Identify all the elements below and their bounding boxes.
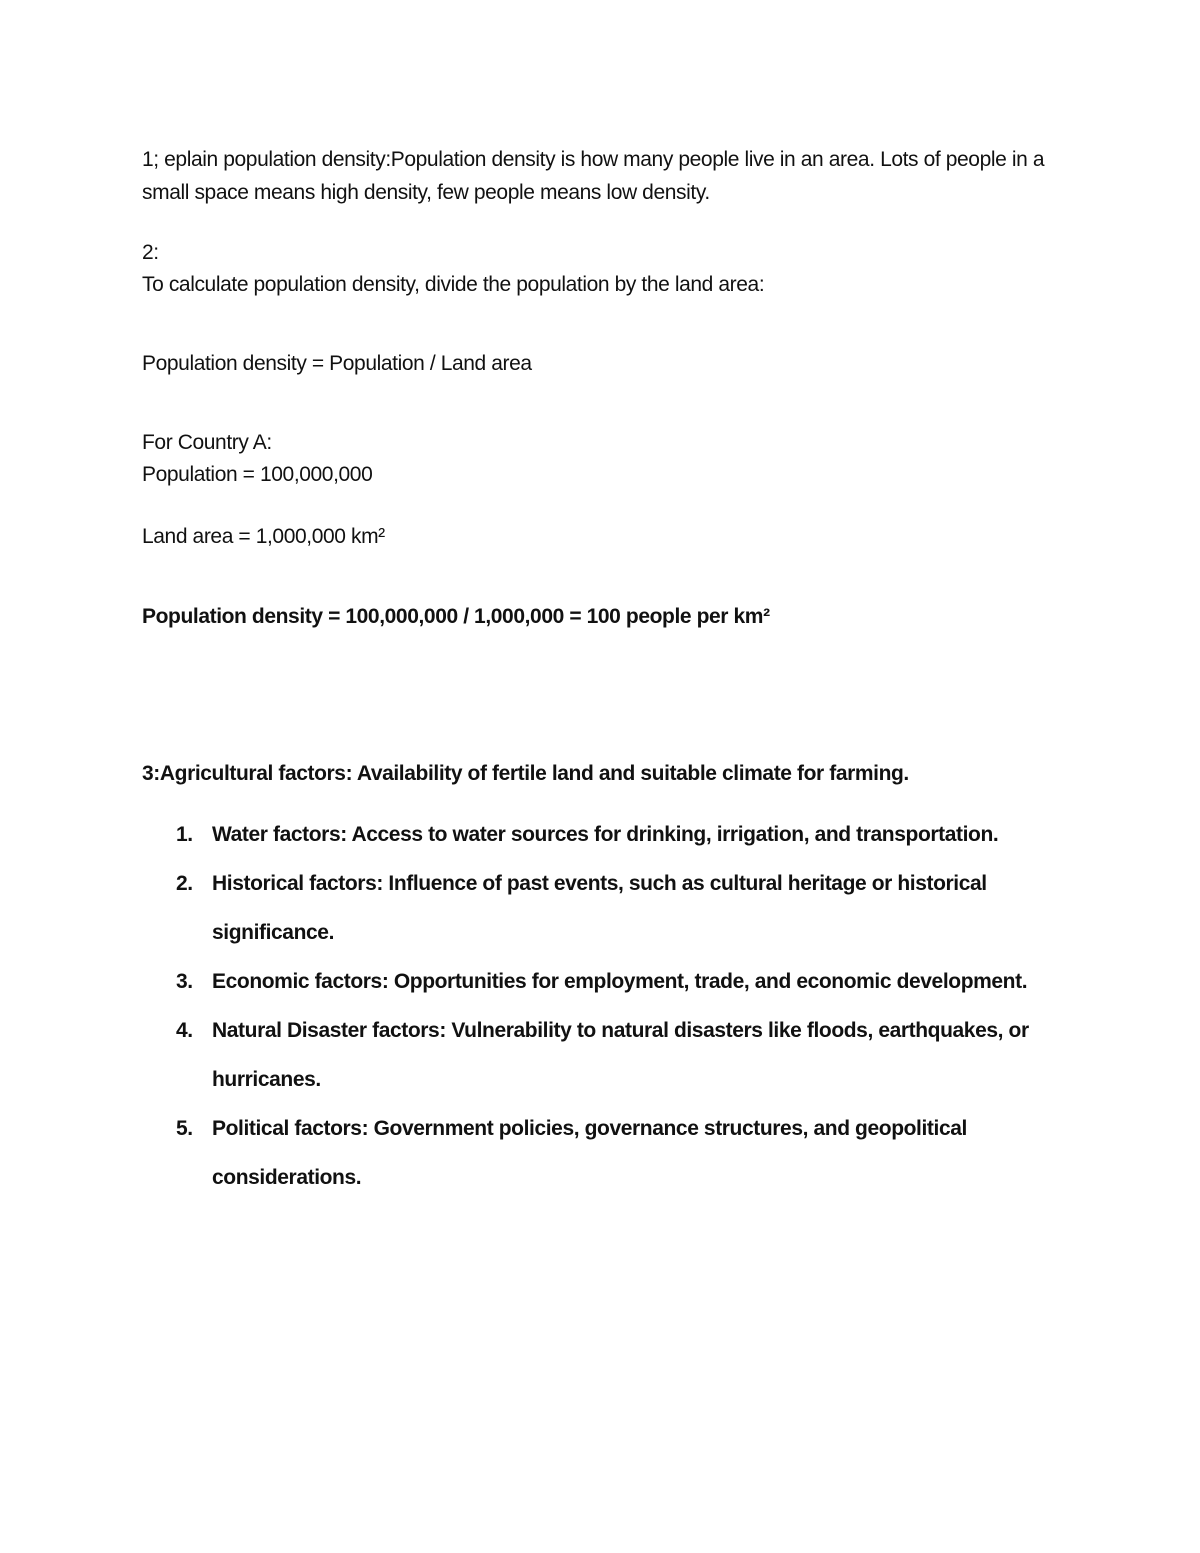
answer-2-label: 2: [142, 241, 159, 264]
list-item-text: Water factors: Access to water sources for drinking, irrigation, and transportation. [212, 823, 999, 846]
population-line: Population = 100,000,000 [142, 463, 373, 486]
answer-2-intro: To calculate population density, divide the population by the land area: [142, 273, 765, 296]
list-item-number: 1. [176, 823, 193, 846]
answer-1-paragraph: 1; eplain population density:Population density is how many people live in an area. Lots of people in a small space means high density, few people means low density. [142, 148, 1045, 204]
list-item-text: Political factors: Government policies, governance structures, and geopolitical considerations. [212, 1117, 967, 1189]
list-item [142, 1006, 1062, 1104]
formula-line: Population density = Population / Land area [142, 352, 532, 375]
factors-list [142, 810, 1062, 1202]
list-item [142, 1104, 1062, 1202]
country-heading: For Country A: [142, 431, 272, 454]
list-item-text: Natural Disaster factors: Vulnerability to natural disasters like floods, earthquakes, or hurricanes. [212, 1019, 1029, 1091]
list-item [142, 810, 1062, 859]
list-item-text: Historical factors: Influence of past events, such as cultural heritage or historical significance. [212, 872, 987, 944]
list-item-number: 4. [176, 1019, 193, 1042]
list-item-number: 2. [176, 872, 193, 895]
result-line: Population density = 100,000,000 / 1,000,000 = 100 people per km² [142, 605, 770, 628]
list-item-number: 5. [176, 1117, 193, 1140]
list-item-text: Economic factors: Opportunities for employment, trade, and economic development. [212, 970, 1028, 993]
list-item-number: 3. [176, 970, 193, 993]
answer-3-intro: 3:Agricultural factors: Availability of fertile land and suitable climate for farming. [142, 762, 909, 785]
list-item [142, 859, 1062, 957]
land-area-line: Land area = 1,000,000 km² [142, 525, 385, 548]
list-item [142, 957, 1062, 1006]
